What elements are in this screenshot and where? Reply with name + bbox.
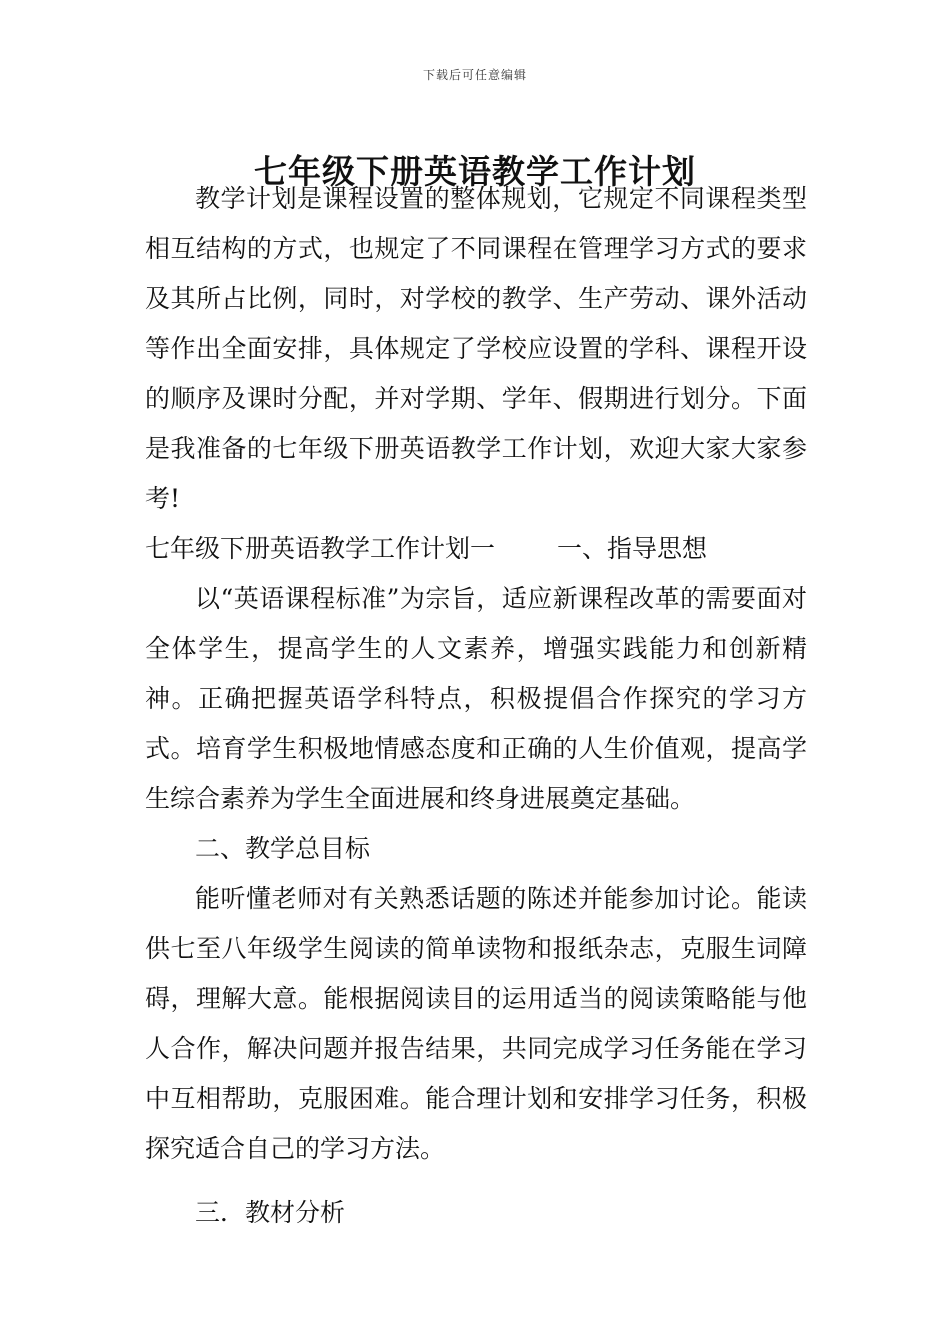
header-note: 下载后可任意编辑 xyxy=(422,68,527,82)
document-title: 七年级下册英语教学工作计划 xyxy=(254,152,696,192)
plan-heading: 七年级下册英语教学工作计划一 xyxy=(145,534,496,563)
section1-heading: 一、指导思想 xyxy=(557,534,708,563)
document-body xyxy=(145,174,807,1238)
section3-heading: 三．教材分析 xyxy=(195,1198,346,1227)
section2-heading: 二、教学总目标 xyxy=(195,834,371,863)
intro-paragraph: 教学计划是课程设置的整体规划，它规定不同课程类型相互结构的方式，也规定了不同课程在管理学习方式的要求及其所占比例，同时，对学校的教学、生产劳动、课外活动等作出全面安排，具体规定了学校应设置的学科、课程开设的顺序及课时分配，并对学期、学年、假期进行划分。下面是我准备的七年级下册英语教学工作计划，欢迎大家大家参考! xyxy=(145,184,807,513)
plan-heading-line xyxy=(145,524,807,574)
section1-paragraph: 以“英语课程标准”为宗旨，适应新课程改革的需要面对全体学生，提高学生的人文素养，增强实践能力和创新精神。正确把握英语学科特点，积极提倡合作探究的学习方式。培育学生积极地情感态度和正确的人生价值观，提高学生综合素养为学生全面进展和终身进展奠定基础。 xyxy=(145,584,807,813)
section2-paragraph: 能听懂老师对有关熟悉话题的陈述并能参加讨论。能读供七至八年级学生阅读的简单读物和报纸杂志，克服生词障碍，理解大意。能根据阅读目的运用适当的阅读策略能与他人合作，解决问题并报告结果，共同完成学习任务能在学习中互相帮助，克服困难。能合理计划和安排学习任务，积极探究适合自己的学习方法。 xyxy=(145,884,807,1163)
